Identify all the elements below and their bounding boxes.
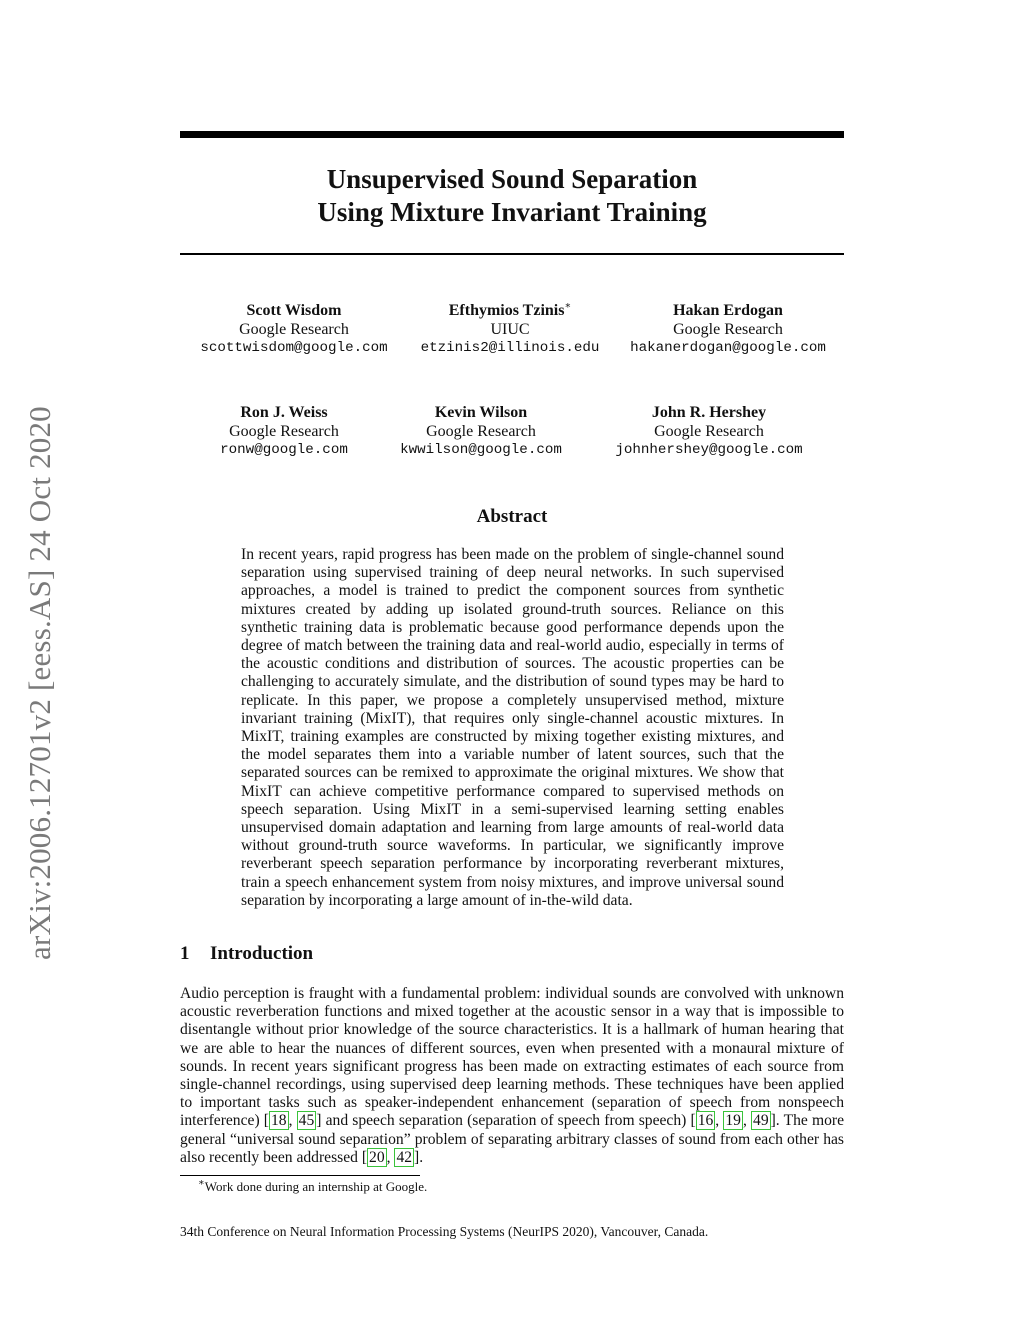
paragraph-text: ] and speech separation (separation of speech from speech) [ <box>316 1112 696 1130</box>
arxiv-identifier: arXiv:2006.12701v2 [eess.AS] 24 Oct 2020 <box>22 406 57 960</box>
paragraph-text: Audio perception is fraught with a fundamental problem: individual sounds are convolved with unknown acoustic reverberation functions and mixed together at the acoustic sensor in a way that is impossible to disentangle without prior knowledge of the source characteristics. It is a hallmark of human hearing that we are able to hear the nuances of different sources, even when presented with a monaural mixture of sounds. In recent years significant progress has been made on extracting estimates of each source from single-channel recordings, using supervised deep learning methods. These techniques have been applied to important tasks such as speaker-independent enhancement (separation of speech from nonspeech interference) [ <box>180 985 844 1130</box>
title-line-1: Unsupervised Sound Separation <box>326 164 698 194</box>
author-name: Hakan Erdogan <box>673 302 783 319</box>
author-block <box>180 301 408 358</box>
venue-footer: 34th Conference on Neural Information Processing Systems (NeurIPS 2020), Vancouver, Canada. <box>180 1224 709 1239</box>
author-name: Ron J. Weiss <box>240 404 328 421</box>
author-affiliation: Google Research <box>426 423 536 440</box>
author-name: Scott Wisdom <box>246 302 342 319</box>
author-email[interactable]: ronw@google.com <box>220 442 348 458</box>
author-affiliation: Google Research <box>239 321 349 338</box>
author-block <box>180 403 388 460</box>
author-affiliation: Google Research <box>673 321 783 338</box>
author-email[interactable]: hakanerdogan@google.com <box>630 340 826 356</box>
citation-link[interactable]: 45 <box>298 1112 315 1130</box>
author-block <box>612 301 844 358</box>
abstract-body: In recent years, rapid progress has been made on the problem of single-channel sound separation using supervised training of deep neural networks. In such supervised approaches, a model is trained to predict the component sources from synthetic mixtures created by adding up isolated ground-truth sources. Reliance on this synthetic training data is problematic because good performance depends upon the degree of match between the training data and real-world audio, especially in terms of the acoustic conditions and distribution of sources. The acoustic properties can be challenging to accurately simulate, and the distribution of sound types may be hard to replicate. In this paper, we propose a completely unsupervised method, mixture invariant training (MixIT), that requires only single-channel acoustic mixtures. In MixIT, training examples are constructed by mixing together existing mixtures, and the model separates them into a variable number of latent sources, such that the separated sources can be remixed to approximate the original mixtures. We show that MixIT can achieve competitive performance compared to supervised methods on speech separation. Using MixIT in a semi-supervised learning setting enables unsupervised domain adaptation and learning from large amounts of real-world data without ground-truth source waveforms. In particular, we significantly improve reverberant speech separation performance by incorporating reverberant mixtures, train a speech enhancement system from noisy mixtures, and improve universal sound separation by incorporating a large amount of in-the-wild data. <box>241 546 784 909</box>
author-name: Efthymios Tzinis <box>448 302 565 319</box>
citation-link[interactable]: 16 <box>697 1112 714 1130</box>
section-heading <box>180 943 313 965</box>
footnote-mark: ∗ <box>198 1177 205 1189</box>
section-title: Introduction <box>210 943 314 964</box>
citation-link[interactable]: 18 <box>271 1112 287 1130</box>
introduction-paragraph: Audio perception is fraught with a fundamental problem: individual sounds are convolved with unknown acoustic reverberation functions and mixed together at the acoustic sensor in a way that is impossible to disentangle without prior knowledge of the source characteristics. It is a hallmark of human hearing that we are able to hear the nuances of different sources, even when presented with a monaural mixture of sounds. In recent years significant progress has been made on extracting estimates of each source from single-channel recordings, using supervised deep learning methods. These techniques have been applied to important tasks such as speaker-independent enhancement (separation of speech from nonspeech interference) [ 18 , 45 ] and speech separation (separation of speech from speech) [ 16 , 19 , 49 ]. The more general “universal sound separation” problem of separating arbitrary classes of sound from each other has also recently been addressed [ 20 , 42 ]. <box>180 985 845 1166</box>
author-affiliation: Google Research <box>229 423 339 440</box>
footnote-text: Work done during an internship at Google. <box>204 1179 428 1194</box>
author-email[interactable]: johnhershey@google.com <box>615 442 803 458</box>
citation-link[interactable]: 49 <box>753 1112 769 1130</box>
author-email[interactable]: scottwisdom@google.com <box>200 340 388 356</box>
author-affiliation: UIUC <box>490 321 530 338</box>
title-line-2: Using Mixture Invariant Training <box>317 197 707 227</box>
citation-link[interactable]: 19 <box>725 1112 741 1130</box>
author-block <box>388 403 574 460</box>
paper-title <box>180 163 844 229</box>
author-name: Kevin Wilson <box>434 404 528 421</box>
footnote-marker[interactable]: ∗ <box>564 300 572 312</box>
citation-link[interactable]: 42 <box>396 1148 413 1166</box>
paragraph-text: ]. <box>414 1148 424 1166</box>
author-name: John R. Hershey <box>651 404 767 421</box>
author-email[interactable]: etzinis2@illinois.edu <box>420 340 600 356</box>
footnote-rule <box>180 1175 420 1176</box>
title-top-rule <box>180 131 844 138</box>
section-number: 1 <box>180 943 190 964</box>
author-block <box>600 403 818 460</box>
author-affiliation: Google Research <box>654 423 764 440</box>
citation-link[interactable]: 20 <box>369 1148 385 1166</box>
abstract-heading: Abstract <box>476 506 548 527</box>
author-block <box>408 301 612 358</box>
footnote <box>198 1179 427 1195</box>
paragraph-text: ]. The more general “universal sound separation” problem of separating arbitrary classes of sound from each other has also recently been addressed [ <box>180 1112 845 1166</box>
author-email[interactable]: kwwilson@google.com <box>400 442 562 458</box>
title-bottom-rule <box>180 253 844 255</box>
